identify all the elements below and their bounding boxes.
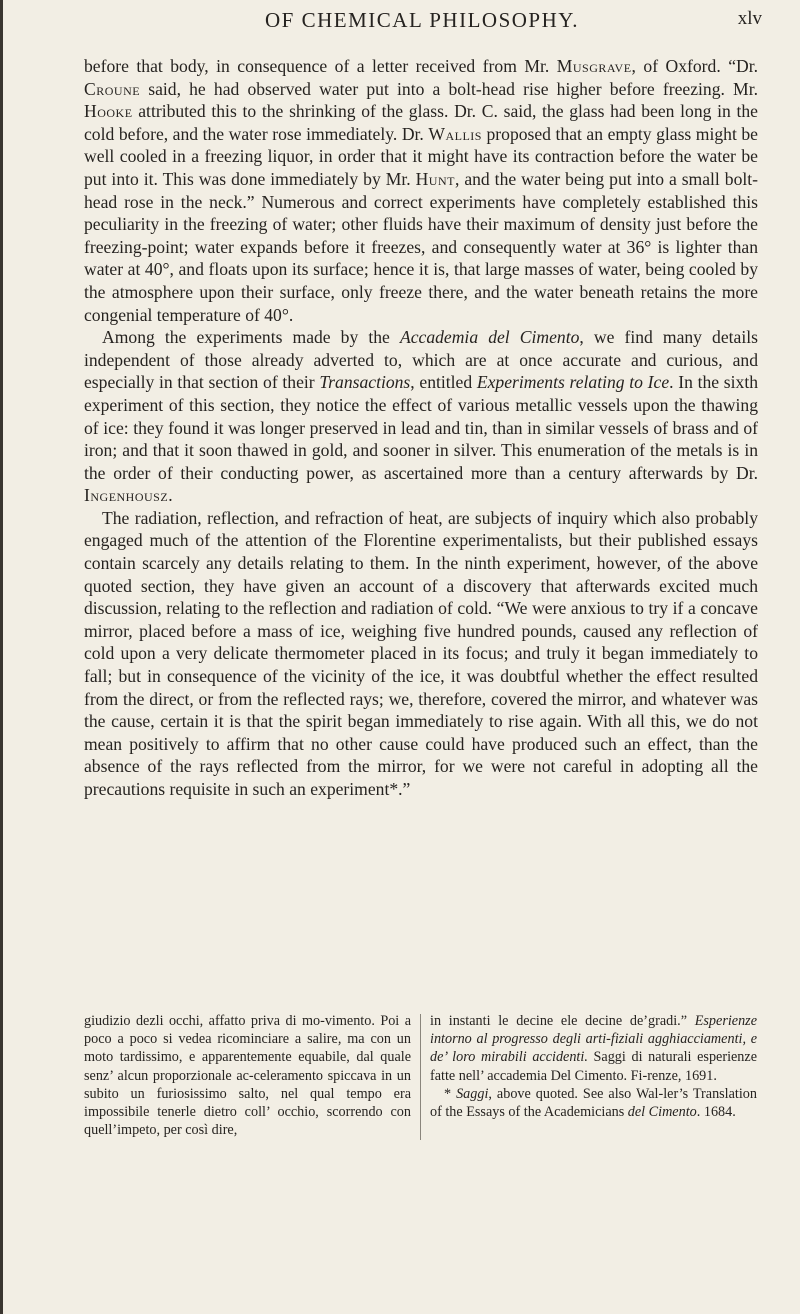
footnote-citation: in instanti le decine ele decine de’gradi.” Esperienze intorno al progresso degli arti-fiziali agghiacciamenti, e de’ loro mirabili accidenti. Saggi di naturali esperienze fatte nell’ accademia Del Cimento. Fi-renze, 1691. [430,1013,757,1084]
footnote-column-divider [420,1014,421,1140]
footnote-continuation: giudizio dezli occhi, affatto priva di mo-vimento. Poi a poco a poco si vedea ricominciare a salire, ma con un moto tardissimo, e apparentemente equabile, dal quale senz’ alcun proporzionale ac-celeramento spiccava in un subito un furiosissimo salto, nel qual tempo era impossibile tenerle dietro coll’ occhio, scorrendo con quell’impeto, per così dire, [84,1013,411,1139]
person-name: Croune [84,78,141,99]
italic-title: Transactions [319,372,411,393]
binding-edge [0,0,3,1314]
italic-title: Accademia del Cimento [399,327,580,348]
person-name: Ingenhousz [84,485,169,506]
footnote-star: * Saggi, above quoted. See also Wal-ler’s Translation of the Essays of the Academicians del Cimento. 1684. [430,1085,757,1121]
footnote-right-column [430,1012,757,1121]
italic-title: Experiments relating to Ice [476,372,670,393]
person-name: Musgrave [556,56,632,76]
page-number: xlv [737,8,762,29]
person-name: Wallis [428,123,482,144]
person-name: Hunt [415,168,455,189]
person-name: Hooke [84,101,133,122]
page-header [82,4,762,38]
main-text [84,55,758,801]
footnote-left-column [84,1012,411,1139]
paragraph-2: Among the experiments made by the Accademia del Cimento, we find many details independent of those already adverted to, which are at once accurate and curious, and especially in that section of their Transactions, entitled Experiments relating to Ice. In the sixth experiment of this section, they notice the effect of various metallic vessels upon the thawing of ice: they found it was longer preserved in lead and tin, than in similar vessels of brass and of iron; and that it soon thawed in gold, and sooner in silver. This enumeration of the metals is in the order of their conducting power, as ascertained more than a century afterwards by Dr. Ingenhousz. [84,327,759,506]
running-title: OF CHEMICAL PHILOSOPHY. [265,8,579,32]
footnotes [84,1012,758,1162]
paragraph-3: The radiation, reflection, and refraction of heat, are subjects of inquiry which also probably engaged much of the attention of the Florentine experimentalists, but their published essays contain scarcely any details relating to them. In the ninth experiment, however, of the above quoted section, they have given an account of a discovery that afterwards excited much discussion, relating to the reflection and radiation of cold. “We were anxious to try if a concave mirror, placed before a mass of ice, weighing five hundred pounds, caused any reflection of cold upon a very delicate thermometer placed in its focus; and truly it began immediately to fall; but in consequence of the vicinity of the ice, it was doubtful whether the effect resulted from the direct, or from the reflected rays; we, therefore, covered the mirror, and whatever was the cause, certain it is that the spirit began immediately to rise again. With all this, we do not mean positively to affirm that no other cause could have produced such an effect, than the absence of the rays reflected from the mirror, for we were not careful in adopting all the precautions requisite in such an experiment*.” [84,507,758,799]
paragraph-1: before that body, in consequence of a letter received from Mr. Musgrave, of Oxford. “Dr. Croune said, he had observed water put into a bolt-head rise higher before freezing. Mr. Hooke attributed this to the shrinking of the glass. Dr. C. said, the glass had been long in the cold before, and the water rose immediately. Dr. Wallis proposed that an empty glass might be well cooled in a freezing liquor, in order that it might have its contraction before the water be put into it. This was done immediately by Mr. Hunt, and the water being put into a small bolt-head rose in the neck.” Numerous and correct experiments have completely established this peculiarity in the freezing of water; other fluids have their maximum of density just before the freezing-point; water expands before it freezes, and consequently water at 36° is lighter than water at 40°, and floats upon its surface; hence it is, that large masses of water, being cooled by the atmosphere upon their surface, only freeze there, and the water beneath retains the more congenial temperature of 40°. [84,56,758,325]
